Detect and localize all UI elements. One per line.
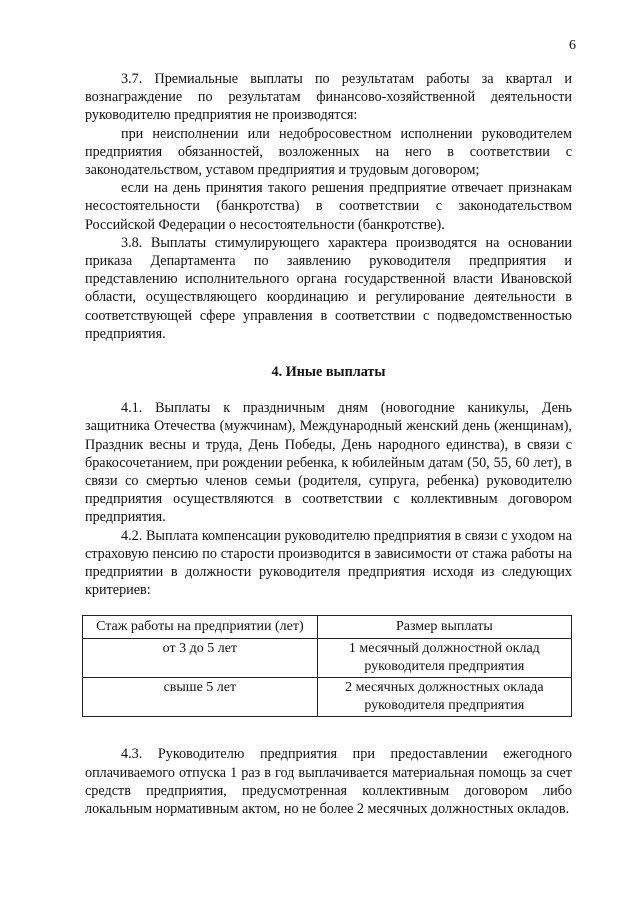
table-cell-experience: от 3 до 5 лет bbox=[83, 639, 318, 678]
document-body bbox=[85, 70, 572, 818]
paragraph-4-2: 4.2. Выплата компенсации руководителю предприятия в связи с уходом на страховую пенсию по старости производится в зависимости от стажа работы на предприятии в должности руководителя предприятия исходя из следующих критериев: bbox=[85, 527, 572, 599]
paragraph-4-3: 4.3. Руководителю предприятия при предоставлении ежегодного оплачиваемого отпуска 1 раз в год выплачивается материальная помощь за счет средств предприятия, предусмотренная коллективным договором либо локальным нормативным актом, но не более 2 месячных должностных окладов. bbox=[85, 746, 572, 818]
table-header-experience: Стаж работы на предприятии (лет) bbox=[83, 616, 318, 639]
table-row bbox=[83, 639, 572, 678]
compensation-table bbox=[82, 615, 572, 717]
paragraph-3-7-item-1: при неисполнении или недобросовестном исполнении руководителем предприятия обязанностей, возложенных на него в соответствии с законодательством, уставом предприятия и трудовым договором; bbox=[85, 125, 572, 179]
paragraph-4-1: 4.1. Выплаты к праздничным дням (новогодние каникулы, День защитника Отечества (мужчинам), Международный женский день (женщинам), Праздник весны и труда, День Победы, День народного единства), в связи с бракосочетанием, при рождении ребенка, к юбилейным датам (50, 55, 60 лет), в связи со смертью членов семьи (родителя, супруга, ребенка) руководителю предприятия осуществляются в соответствии с коллективным договором предприятия. bbox=[85, 400, 572, 526]
table-cell-experience: свыше 5 лет bbox=[83, 678, 318, 717]
paragraph-3-7-item-2: если на день принятия такого решения предприятие отвечает признакам несостоятельности (банкротства) в соответствии с законодательством Российской Федерации о несостоятельности (банкротстве). bbox=[85, 180, 572, 233]
paragraph-3-7: 3.7. Премиальные выплаты по результатам работы за квартал и вознаграждение по результатам финансово-хозяйственной деятельности руководителю предприятия не производятся: bbox=[85, 71, 572, 124]
paragraph-3-8: 3.8. Выплаты стимулирующего характера производятся на основании приказа Департамента по заявлению руководителя предприятия и представлению исполнительного органа государственной власти Ивановской области, осуществляющего координацию и регулирование деятельности в соответствующей сфере управления в соответствии с подведомственностью предприятия. bbox=[85, 234, 572, 342]
table-cell-amount: 2 месячных должностных оклада руководителя предприятия bbox=[317, 678, 571, 717]
table-header-row bbox=[83, 616, 572, 639]
table-header-amount: Размер выплаты bbox=[317, 616, 571, 639]
table-row bbox=[83, 678, 572, 717]
section-heading: 4. Иные выплаты bbox=[271, 364, 386, 381]
table-cell-amount: 1 месячный должностной оклад руководителя предприятия bbox=[317, 639, 571, 678]
page-number: 6 bbox=[569, 38, 576, 53]
